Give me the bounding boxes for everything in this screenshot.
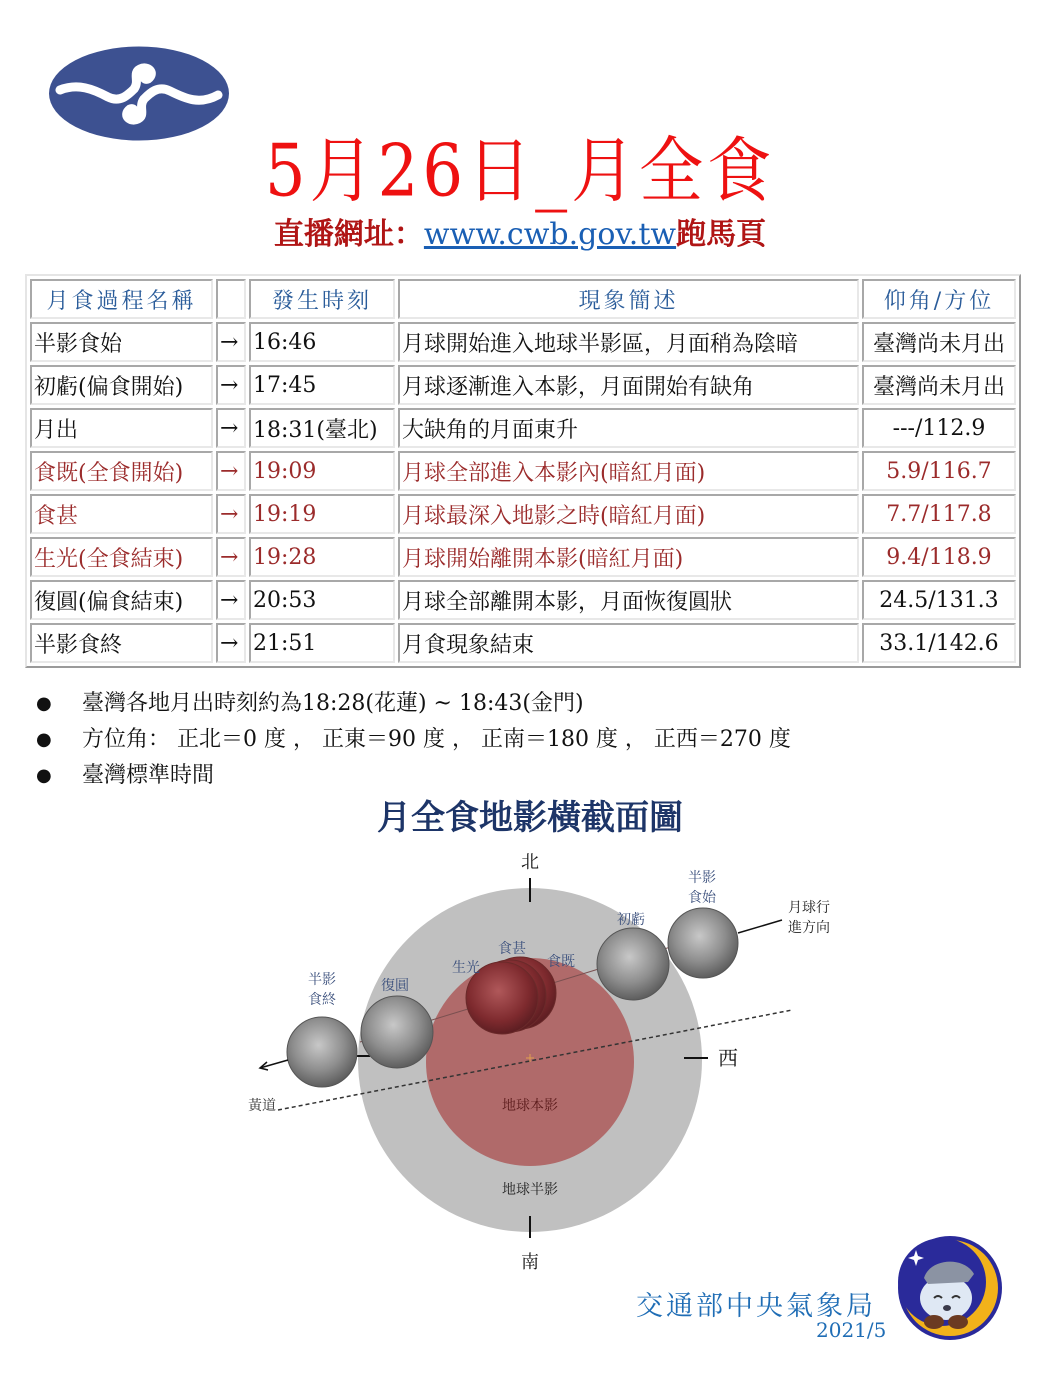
table-row — [30, 408, 1016, 448]
phase-name: 半影食始 — [30, 322, 213, 362]
notes-list — [36, 686, 791, 794]
arrow-icon: → — [216, 365, 246, 405]
arrow-icon: → — [216, 322, 246, 362]
table-row-totality — [30, 494, 1016, 534]
arrow-icon: → — [216, 537, 246, 577]
phase-alt-az: 33.1/142.6 — [862, 623, 1016, 663]
arrow-icon: → — [216, 408, 246, 448]
phase-name: 月出 — [30, 408, 213, 448]
arrow-icon: → — [216, 451, 246, 491]
west-label: 西 — [718, 1046, 738, 1070]
phase-desc: 月球最深入地影之時(暗紅月面) — [398, 494, 859, 534]
phase-desc: 大缺角的月面東升 — [398, 408, 859, 448]
note-text: 臺灣標準時間 — [82, 763, 215, 788]
phase-desc: 月球開始離開本影(暗紅月面) — [398, 537, 859, 577]
phase-name: 半影食終 — [30, 623, 213, 663]
arrow-icon: → — [216, 494, 246, 534]
label-totality-end: 生光 — [452, 960, 480, 976]
phase-alt-az: 24.5/131.3 — [862, 580, 1016, 620]
table-header-row — [30, 279, 1016, 319]
col-header-alt-az: 仰角/方位 — [862, 279, 1016, 319]
label-ecliptic: 黃道 — [248, 1098, 276, 1114]
phase-desc: 月球全部進入本影內(暗紅月面) — [398, 451, 859, 491]
broadcast-line — [0, 212, 1040, 258]
arrow-icon: → — [216, 623, 246, 663]
phase-time: 19:19 — [249, 494, 395, 534]
phase-desc: 月食現象結束 — [398, 623, 859, 663]
phase-alt-az: 7.7/117.8 — [862, 494, 1016, 534]
diagram-title: 月全食地影橫截面圖 — [377, 798, 683, 838]
moon-last-contact — [361, 996, 433, 1068]
broadcast-label: 直播網址： — [273, 217, 424, 252]
phase-time: 17:45 — [249, 365, 395, 405]
phase-desc: 月球逐漸進入本影，月面開始有缺角 — [398, 365, 859, 405]
phase-name: 生光(全食結束) — [30, 537, 213, 577]
label-penumbra: 地球半影 — [502, 1182, 558, 1198]
label-totality-start: 食既 — [547, 954, 575, 970]
label-umbra: 地球本影 — [502, 1098, 558, 1114]
table-row-totality — [30, 537, 1016, 577]
bullet-icon: ● — [36, 729, 52, 750]
note-text: 方位角： 正北＝0 度 ， 正東＝90 度 ， 正南＝180 度 ， 正西＝270 度 — [82, 727, 791, 752]
label-penumbra-start-2: 食始 — [688, 890, 716, 906]
phase-time: 19:09 — [249, 451, 395, 491]
page-title: 5月26日_月全食 — [264, 130, 776, 214]
phase-time: 19:28 — [249, 537, 395, 577]
phase-time: 21:51 — [249, 623, 395, 663]
eclipse-shadow-diagram — [230, 840, 830, 1280]
eclipse-schedule-table — [25, 274, 1021, 668]
note-text: 臺灣各地月出時刻約為18:28(花蓮) ~ 18:43(金門) — [82, 691, 584, 716]
table-row-totality — [30, 451, 1016, 491]
label-first-contact: 初虧 — [617, 912, 645, 928]
phase-name: 食甚 — [30, 494, 213, 534]
north-label: 北 — [521, 852, 539, 873]
label-penumbra-end-2: 食終 — [308, 992, 336, 1008]
table-row — [30, 322, 1016, 362]
col-header-desc: 現象簡述 — [398, 279, 859, 319]
label-moon-direction-2: 進方向 — [788, 920, 830, 936]
label-moon-direction-1: 月球行 — [788, 900, 830, 916]
phase-alt-az: 5.9/116.7 — [862, 451, 1016, 491]
organization-name: 交通部中央氣象局 — [636, 1291, 876, 1322]
arrow-icon: → — [216, 580, 246, 620]
phase-name: 初虧(偏食開始) — [30, 365, 213, 405]
table-row — [30, 580, 1016, 620]
col-header-arrow — [216, 279, 246, 319]
phase-name: 復圓(偏食結束) — [30, 580, 213, 620]
col-header-name: 月食過程名稱 — [30, 279, 213, 319]
label-greatest: 食甚 — [498, 941, 526, 957]
phase-desc: 月球開始進入地球半影區，月面稍為陰暗 — [398, 322, 859, 362]
phase-alt-az: 臺灣尚未月出 — [862, 365, 1016, 405]
phase-time: 20:53 — [249, 580, 395, 620]
phase-time: 16:46 — [249, 322, 395, 362]
moon-penumbra-end — [287, 1017, 357, 1087]
label-last-contact: 復圓 — [381, 978, 409, 994]
phase-desc: 月球全部離開本影，月面恢復圓狀 — [398, 580, 859, 620]
south-label: 南 — [521, 1252, 539, 1273]
phase-time: 18:31(臺北) — [249, 408, 395, 448]
bullet-icon: ● — [36, 765, 52, 786]
moon-first-contact — [597, 928, 669, 1000]
table-row — [30, 365, 1016, 405]
bullet-icon: ● — [36, 693, 52, 714]
phase-alt-az: ---/112.9 — [862, 408, 1016, 448]
broadcast-suffix: 跑馬頁 — [676, 217, 767, 252]
moon-penumbra-start — [668, 908, 738, 978]
cwb-website-link[interactable]: www.cwb.gov.tw — [423, 217, 677, 252]
moon-mascot-icon — [896, 1234, 1004, 1342]
label-penumbra-start-1: 半影 — [688, 870, 716, 886]
note-item — [36, 722, 791, 758]
label-penumbra-end-1: 半影 — [308, 972, 336, 988]
phase-alt-az: 9.4/118.9 — [862, 537, 1016, 577]
note-item — [36, 686, 791, 722]
table-row — [30, 623, 1016, 663]
phase-alt-az: 臺灣尚未月出 — [862, 322, 1016, 362]
publish-date: 2021/5 — [816, 1318, 887, 1342]
note-item — [36, 758, 791, 794]
col-header-time: 發生時刻 — [249, 279, 395, 319]
phase-name: 食既(全食開始) — [30, 451, 213, 491]
